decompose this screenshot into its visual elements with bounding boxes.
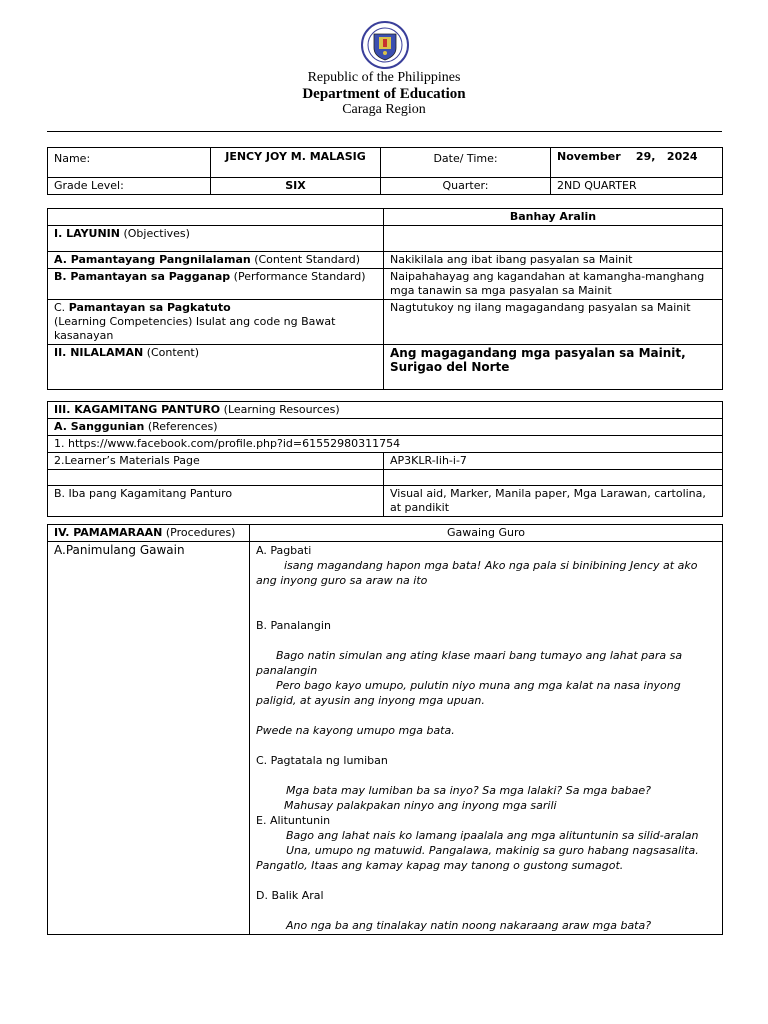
grade-value: SIX	[211, 178, 381, 195]
reference-link[interactable]: 1. https://www.facebook.com/profile.php?id=61552980311754	[48, 436, 723, 453]
deped-seal-icon	[357, 20, 413, 70]
resources-title: III. KAGAMITANG PANTURO (Learning Resources)	[48, 402, 723, 419]
gawaing-guro-content	[250, 542, 723, 935]
learners-materials-value: AP3KLR-Iih-i-7	[384, 453, 723, 470]
learning-competencies-value: Nagtutukoy ng ilang magagandang pasyalan sa Mainit	[384, 300, 723, 345]
pagtatala-text-2: Mahusay palakpakan ninyo ang inyong mga sarili	[284, 799, 557, 812]
header-divider	[47, 131, 722, 132]
name-value: JENCY JOY M. MALASIG	[211, 148, 381, 178]
resources-blank-cell	[384, 470, 723, 486]
layunin-value	[384, 226, 723, 252]
layunin-subtitle: (Objectives)	[119, 227, 190, 240]
panalangin-text-3: Pwede na kayong umupo mga bata.	[256, 724, 455, 737]
balik-aral-heading: D. Balik Aral	[256, 889, 324, 902]
alituntunin-text-1: Bago ang lahat nais ko lamang ipaalala ang mga alituntunin sa silid-aralan	[286, 829, 699, 842]
other-materials-label: B. Iba pang Kagamitang Panturo	[48, 486, 384, 517]
resources-blank-cell	[48, 470, 384, 486]
other-materials-value: Visual aid, Marker, Manila paper, Mga Larawan, cartolina, at pandikit	[384, 486, 723, 517]
content-standard-label: A. Pamantayang Pangnilalaman (Content Standard)	[48, 252, 384, 269]
info-table	[47, 147, 723, 195]
pagtatala-text-1: Mga bata may lumiban ba sa inyo? Sa mga lalaki? Sa mga babae?	[286, 784, 651, 797]
header-department: Department of Education	[302, 86, 466, 102]
quarter-label: Quarter:	[381, 178, 551, 195]
procedures-title: IV. PAMAMARAAN (Procedures)	[48, 525, 250, 542]
pagbati-text: isang magandang hapon mga bata! Ako nga pala si binibining Jency at ako ang inyong guro sa araw na ito	[256, 559, 698, 587]
sanggunian-label: A. Sanggunian (References)	[48, 419, 723, 436]
header-region: Caraga Region	[342, 102, 426, 117]
resources-table	[47, 401, 723, 517]
panalangin-text-2: Pero bago kayo umupo, pulutin niyo muna ang mga kalat na nasa inyong paligid, at ayusin ang inyong mga upuan.	[256, 679, 681, 707]
performance-standard-value: Naipahahayag ang kagandahan at kamangha-manghang mga tanawin sa mga pasyalan sa Mainit	[384, 269, 723, 300]
panalangin-heading: B. Panalangin	[256, 619, 331, 632]
content-standard-value: Nakikilala ang ibat ibang pasyalan sa Mainit	[384, 252, 723, 269]
header-republic: Republic of the Philippines	[307, 70, 461, 85]
panalangin-text-1: Bago natin simulan ang ating klase maari bang tumayo ang lahat para sa panalangin	[256, 649, 683, 677]
grade-label: Grade Level:	[48, 178, 211, 195]
gawaing-guro-header: Gawaing Guro	[250, 525, 723, 542]
nilalaman-value: Ang magagandang mga pasyalan sa Mainit, Surigao del Norte	[384, 345, 723, 390]
quarter-value: 2ND QUARTER	[551, 178, 723, 195]
nilalaman-label: II. NILALAMAN (Content)	[48, 345, 384, 390]
name-label: Name:	[48, 148, 211, 178]
performance-standard-label: B. Pamantayan sa Pagganap (Performance Standard)	[48, 269, 384, 300]
procedures-table	[47, 524, 723, 935]
pagbati-heading: A. Pagbati	[256, 544, 312, 557]
learners-materials-label: 2.Learner’s Materials Page	[48, 453, 384, 470]
pagtatala-heading: C. Pagtatala ng lumiban	[256, 754, 388, 767]
balik-aral-text: Ano nga ba ang tinalakay natin noong nakaraang araw mga bata?	[286, 919, 652, 932]
panimulang-gawain-label: A.Panimulang Gawain	[48, 542, 250, 935]
alituntunin-text-2: Una, umupo ng matuwid. Pangalawa, makinig sa guro habang nagsasalita.	[286, 844, 699, 857]
layunin-title: I. LAYUNIN	[54, 227, 120, 240]
date-label: Date/ Time:	[381, 148, 551, 178]
objectives-table	[47, 208, 723, 390]
banhay-aralin-header: Banhay Aralin	[384, 209, 723, 226]
alituntunin-heading: E. Alituntunin	[256, 814, 331, 827]
learning-competencies-label: C. Pamantayan sa Pagkatuto (Learning Competencies) Isulat ang code ng Bawat kasanayan	[48, 300, 384, 345]
objectives-blank-cell	[48, 209, 384, 226]
layunin-row	[48, 226, 384, 252]
date-value: November 29, 2024	[551, 148, 723, 178]
alituntunin-text-3: Pangatlo, Itaas ang kamay kapag may tanong o gustong sumagot.	[256, 859, 624, 872]
